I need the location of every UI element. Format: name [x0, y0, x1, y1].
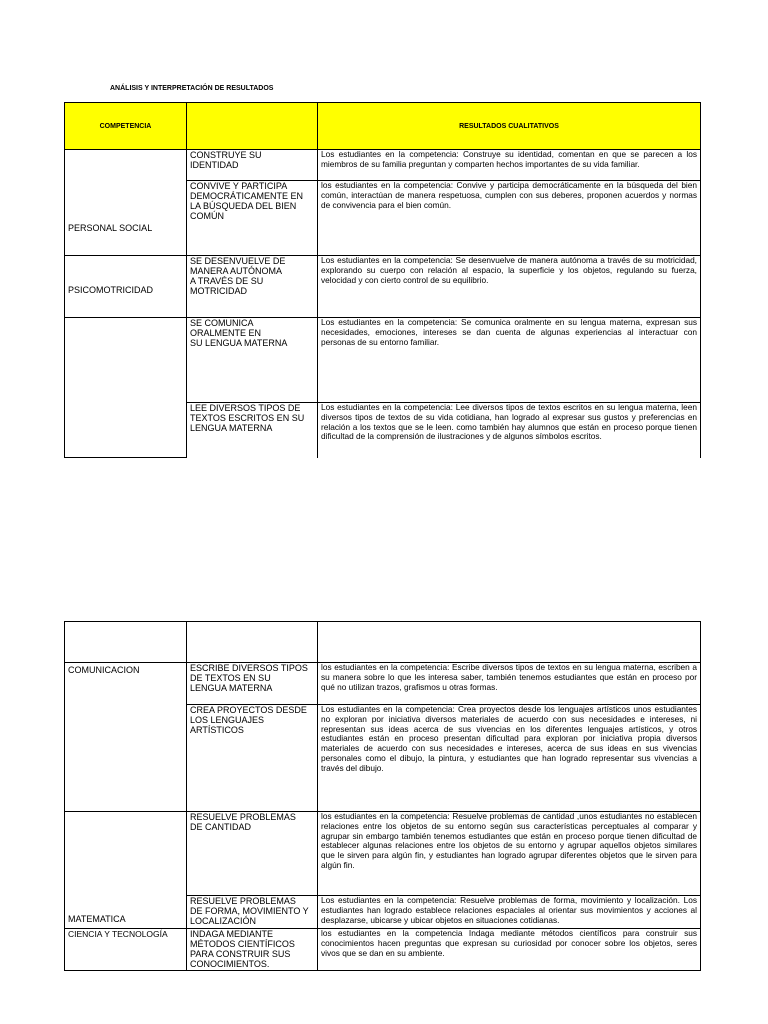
competencia-cell: INDAGA MEDIANTE MÉTODOS CIENTÍFICOS PARA CONSTRUIR SUS CONOCIMIENTOS.: [187, 929, 318, 971]
document-title: ANÁLISIS Y INTERPRETACIÓN DE RESULTADOS: [110, 85, 274, 92]
header-competencia: COMPETENCIA: [65, 103, 187, 150]
area-personal-social: PERSONAL SOCIAL: [65, 150, 187, 256]
resultado-cell: los estudiantes en la competencia: Escribe diversos tipos de textos en su lengua materna, escriben a su manera sobre lo que les interesa saber, también tenemos estudiantes que están en proceso por qué no utilizan trazos, grafismos u otras formas.: [318, 663, 701, 705]
results-table-part-2: [64, 621, 701, 971]
competencia-cell: RESUELVE PROBLEMAS DE FORMA, MOVIMIENTO Y LOCALIZACIÓN: [187, 896, 318, 929]
competencia-cell: CREA PROYECTOS DESDE LOS LENGUAJES ARTÍSTICOS: [187, 705, 318, 812]
competencia-cell: SE DESENVUELVE DE MANERA AUTÓNOMA A TRAVÉS DE SU MOTRICIDAD: [187, 256, 318, 318]
header-empty: [187, 103, 318, 150]
table-row: [65, 812, 701, 896]
resultado-cell: Los estudiantes en la competencia: Se comunica oralmente en su lengua materna, expresan sus necesidades, emociones, intereses se dan cuenta de algunas experiencias al interactuar con personas de su entorno familiar.: [318, 318, 701, 403]
competencia-cell: CONVIVE Y PARTICIPA DEMOCRÁTICAMENTE EN LA BÚSQUEDA DEL BIEN COMÚN: [187, 181, 318, 256]
resultado-cell: los estudiantes en la competencia: Convive y participa democráticamente en la búsqueda del bien común, interactúan de manera respetuosa, cumplen con sus deberes, proponen acuerdos y normas de convivencia para el bien común.: [318, 181, 701, 256]
resultado-cell: los estudiantes en la competencia Indaga mediante métodos científicos para construir sus conocimientos hacen preguntas que expresan su curiosidad por conocer sobre los objetos, seres vivos que se dan en su ambiente.: [318, 929, 701, 971]
resultado-cell: los estudiantes en la competencia: Resuelve problemas de cantidad ,unos estudiantes no establecen relaciones entre los objetos de su entorno según sus características perceptuales al comparar y agrupar sin embargo también tenemos estudiantes que están en proceso porque tienen dificultad de establecer algunas relaciones entre los objetos de su entorno y agrupar aquellos objetos similares que le sirven para algún fin, y estudiantes han logrado agrupar diferentes objetos que le sirven para algún fin.: [318, 812, 701, 896]
resultado-cell: Los estudiantes en la competencia: Resuelve problemas de forma, movimiento y localización. Los estudiantes han logrado establece relaciones espaciales al orientar sus movimientos y acciones al desplazarse, ubicarse y ubicar objetos en situaciones cotidianas.: [318, 896, 701, 929]
table-row: [65, 256, 701, 318]
area-matematica: MATEMATICA: [65, 812, 187, 929]
blank-header-row: [65, 622, 701, 663]
area-comunicacion-continued: [65, 318, 187, 458]
table-row: [65, 929, 701, 971]
resultado-cell: Los estudiantes en la competencia: Lee diversos tipos de textos escritos en su lengua materna, leen diversos tipos de textos de su vida cotidiana, han logrado al expresar sus gustos y preferencias en relación a los textos que se le leen. como también hay alumnos que están en proceso porque tienen dificultad de la comprensión de ilustraciones y de algunos símbolos escritos.: [318, 403, 701, 458]
competencia-cell: RESUELVE PROBLEMAS DE CANTIDAD: [187, 812, 318, 896]
competencia-cell: SE COMUNICA ORALMENTE EN SU LENGUA MATERNA: [187, 318, 318, 403]
header-row: [65, 103, 701, 150]
table-row: [65, 318, 701, 403]
competencia-cell: ESCRIBE DIVERSOS TIPOS DE TEXTOS EN SU LENGUA MATERNA: [187, 663, 318, 705]
header-resultados: RESULTADOS CUALITATIVOS: [318, 103, 701, 150]
table-row: [65, 150, 701, 181]
competencia-cell: LEE DIVERSOS TIPOS DE TEXTOS ESCRITOS EN SU LENGUA MATERNA: [187, 403, 318, 458]
area-ciencia-tecnologia: CIENCIA Y TECNOLOGÍA: [65, 929, 187, 971]
competencia-cell: CONSTRUYE SU IDENTIDAD: [187, 150, 318, 181]
resultado-cell: Los estudiantes en la competencia: Crea proyectos desde los lenguajes artísticos unos estudiantes no exploran por iniciativa diversos materiales de acuerdo con sus necesidades e intereses, ni representan sus ideas acerca de sus vivencias en los diferentes lenguajes artísticos, y otros estudiantes están en proceso presentan dificultad para exploran por iniciativa propia diversos materiales de acuerdo con sus necesidades e intereses, acerca de sus ideas en sus vivencias personales como el dibujo, la pintura, y estudiantes que han logrado representar sus vivencias a través del dibujo.: [318, 705, 701, 812]
resultado-cell: Los estudiantes en la competencia: Construye su identidad, comentan en que se parecen a los miembros de su familia preguntan y comparten hechos importantes de su vida familiar.: [318, 150, 701, 181]
area-psicomotricidad: PSICOMOTRICIDAD: [65, 256, 187, 318]
blank-cell: [65, 622, 187, 663]
area-comunicacion: COMUNICACION: [65, 663, 187, 812]
resultado-cell: Los estudiantes en la competencia: Se desenvuelve de manera autónoma a través de su motricidad, explorando su cuerpo con relación al espacio, la superficie y los objetos, regulando su fuerza, velocidad y con cierto control de su equilibrio.: [318, 256, 701, 318]
results-table-part-1: [64, 102, 701, 458]
table-row: [65, 663, 701, 705]
blank-cell: [187, 622, 318, 663]
blank-cell: [318, 622, 701, 663]
